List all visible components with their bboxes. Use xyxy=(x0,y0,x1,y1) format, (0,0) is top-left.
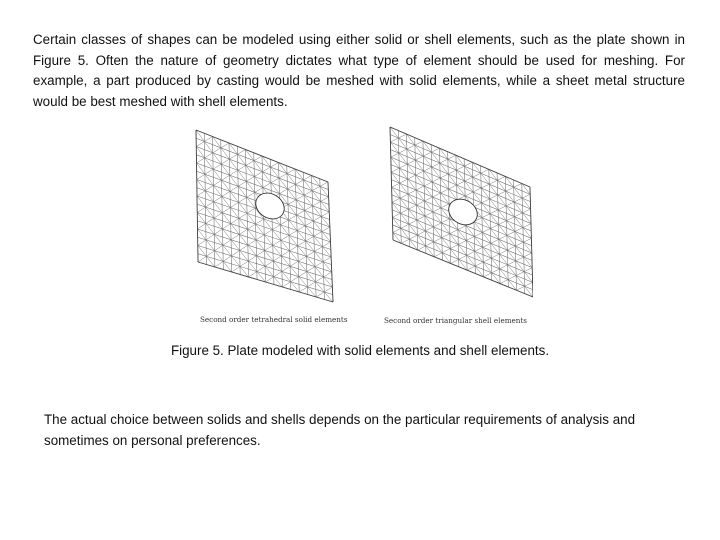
solid-mesh-plate xyxy=(196,130,333,302)
shell-mesh-plate xyxy=(390,127,533,297)
intro-paragraph: Certain classes of shapes can be modeled using either solid or shell elements, such as the plate shown in Figure 5. Often the nature of geometry dictates what type of element should be used for meshing. For example, a part produced by casting would be meshed with solid elements, while a sheet metal structure would be best meshed with shell elements. xyxy=(33,32,685,109)
figure-5-image xyxy=(188,122,533,332)
figure-5 xyxy=(188,122,533,332)
solid-elements-label: Second order tetrahedral solid elements xyxy=(200,315,348,324)
shell-elements-label: Second order triangular shell elements xyxy=(384,316,527,325)
closing-paragraph: The actual choice between solids and shells depends on the particular requirements of analysis and sometimes on personal preferences. xyxy=(44,412,636,448)
figure-caption: Figure 5. Plate modeled with solid elements and shell elements. xyxy=(170,343,550,358)
